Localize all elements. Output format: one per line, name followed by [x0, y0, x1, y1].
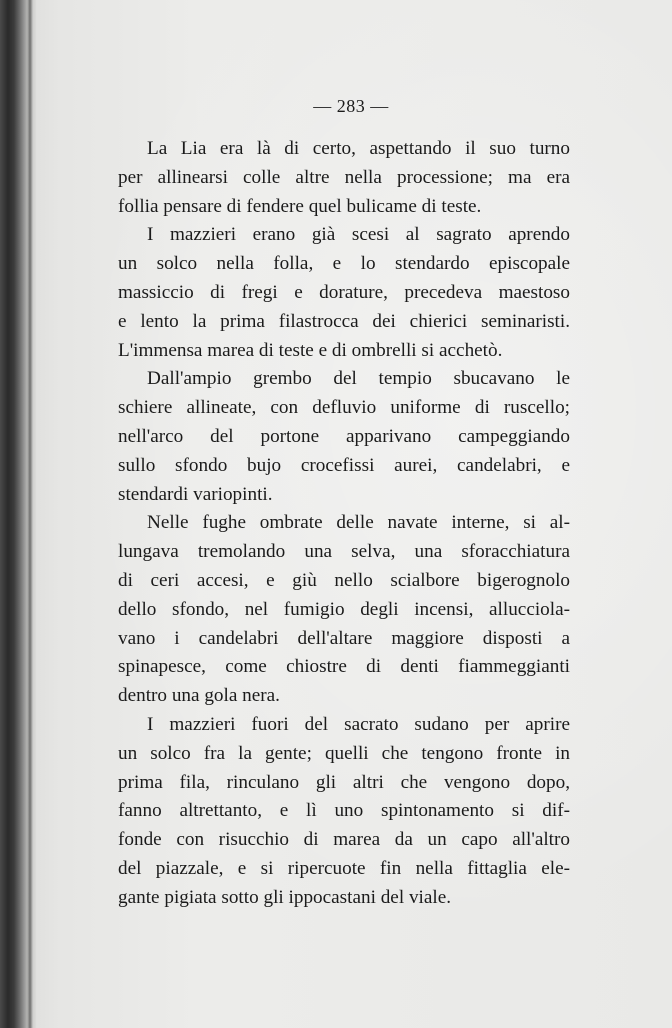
- text-line: un solco nella folla, e lo stendardo episcopale: [118, 253, 570, 275]
- text-line: dello sfondo, nel fumigio degli incensi, allucciola-: [118, 598, 570, 620]
- text-line: nell'arco del portone apparivano campeggiando: [118, 425, 570, 447]
- text-line: follia pensare di fendere quel bulicame di teste.: [118, 195, 482, 217]
- text-line: un solco fra la gente; quelli che tengono fronte in: [118, 742, 570, 764]
- page-number: — 283 —: [313, 96, 389, 116]
- text-line: fonde con risucchio di marea da un capo all'altro: [118, 829, 570, 851]
- body-text: [118, 135, 570, 913]
- text-line: I mazzieri fuori del sacrato sudano per aprire: [147, 713, 570, 735]
- text-line: Nelle fughe ombrate delle navate interne, si al-: [147, 512, 570, 534]
- text-line: stendardi variopinti.: [118, 483, 273, 505]
- text-line: gante pigiata sotto gli ippocastani del viale.: [118, 886, 452, 908]
- text-line: sullo sfondo bujo crocefissi aurei, candelabri, e: [118, 454, 570, 476]
- text-line: massiccio di fregi e dorature, precedeva maestoso: [118, 281, 570, 303]
- text-line: prima fila, rinculano gli altri che vengono dopo,: [118, 771, 570, 793]
- text-line: spinapesce, come chiostre di denti fiammeggianti: [118, 656, 570, 678]
- text-line: del piazzale, e si ripercuote fin nella fittaglia ele-: [118, 857, 570, 879]
- text-line: fanno altrettanto, e lì uno spintonamento si dif-: [118, 800, 570, 822]
- binding-shadow: [27, 0, 33, 1028]
- text-line: La Lia era là di certo, aspettando il suo turno: [147, 138, 570, 159]
- text-line: di ceri accesi, e giù nello scialbore bigerognolo: [118, 569, 570, 591]
- text-line: per allinearsi colle altre nella processione; ma era: [118, 166, 570, 188]
- text-line: dentro una gola nera.: [118, 685, 280, 707]
- text-line: vano i candelabri dell'altare maggiore disposti a: [118, 627, 570, 649]
- text-line: lungava tremolando una selva, una sforacchiatura: [118, 541, 570, 563]
- text-line: I mazzieri erano già scesi al sagrato aprendo: [147, 224, 570, 246]
- text-line: e lento la prima filastrocca dei chierici seminaristi.: [118, 310, 570, 332]
- text-line: L'immensa marea di teste e di ombrelli si acchetò.: [118, 339, 503, 361]
- text-line: schiere allineate, con defluvio uniforme di ruscello;: [118, 397, 570, 419]
- text-line: Dall'ampio grembo del tempio sbucavano le: [147, 368, 570, 390]
